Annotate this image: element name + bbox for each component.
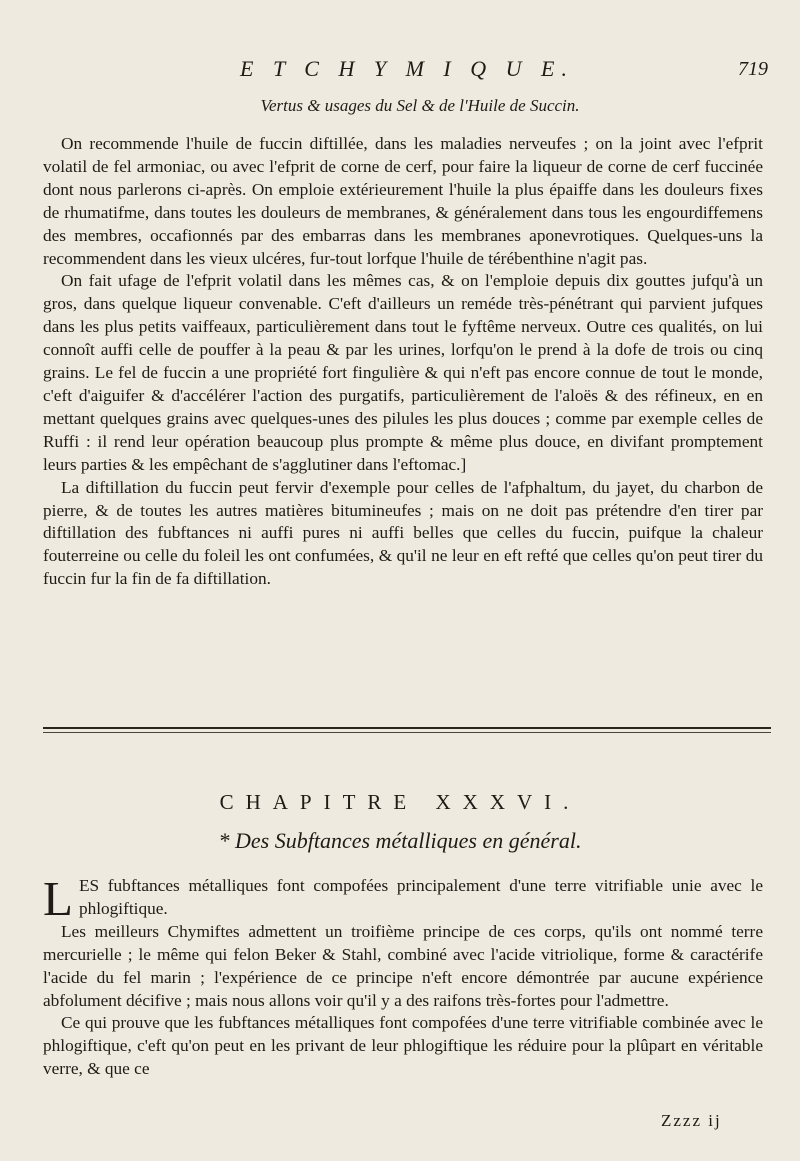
section-subheading: Vertus & usages du Sel & de l'Huile de Succin. — [260, 96, 580, 115]
drop-cap: L — [43, 871, 73, 926]
paragraph: La diftillation du fuccin peut fervir d'exemple pour celles de l'afphaltum, du jayet, du charbon de pierre, & de toutes les autres matières bitumineufes ; mais on ne doit pas prétendre d'en tirer par diftillation des fubftances ni auffi pures ni auffi belles que celles du fuccin, puifque la chaleur fouterreine ou celle du foleil les ont confumées, & qu'il ne leur en eft refté que celles qu'on peut tirer du fuccin fur la fin de fa diftillation. — [43, 477, 763, 589]
page-number: 719 — [738, 58, 768, 80]
chapter-heading: CHAPITRE XXXVI. — [219, 790, 581, 814]
paragraph: On fait ufage de l'efprit volatil dans les mêmes cas, & on l'emploie depuis dix gouttes jufqu'à un gros, dans quelque liqueur convenable. C'eft d'ailleurs un reméde très-pénétrant qui parvient jufques dans les plus petits vaiffeaux, particulièrement dans tout le fyftême nerveux. Outre ces qualités, on lui connoît auffi celle de pouffer à la peau & par les urines, lorfqu'on le prend à la dofe de trois ou cinq grains. Le fel de fuccin a une propriété fort fingulière & qui n'eft pas encore connue de tout le monde, c'eft d'aiguifer & d'accélérer l'action des purgatifs, particulièrement de l'aloës & des réfineux, en en mettant quelques grains avec quelques-unes des pilules les plus douces ; comme par exemple celles de Ruffi : il rend leur opération beaucoup plus prompte & même plus douce, en divifant promptement leurs parties & les empêchant de s'agglutiner dans l'eftomac.] — [43, 271, 763, 474]
section-body — [43, 133, 763, 591]
paragraph — [43, 871, 763, 926]
chapter-body — [43, 871, 763, 1081]
paragraph-text: ES fubftances métalliques font compofées principalement d'une terre vitrifiable unie avec le phlogiftique. — [78, 876, 763, 918]
chapter-subtitle: * Des Subftances métalliques en général. — [218, 828, 582, 853]
paragraph: Les meilleurs Chymiftes admettent un troifième principe de ces corps, qu'ils ont nommé terre mercurielle ; le même qui felon Beker & Stahl, combiné avec l'acide vitriolique, forme & caractérife l'acide du fel marin ; l'expérience de ce principe n'eft encore démontrée par aucune expérience abfolument décifive ; mais nous allons voir qu'il y a des raifons très-fortes pour l'admettre. — [43, 921, 763, 1010]
section-divider — [43, 727, 771, 733]
signature-mark: Zzzz ij — [661, 1111, 722, 1130]
paragraph: Ce qui prouve que les fubftances métalliques font compofées d'une terre vitrifiable combinée avec le phlogiftique, c'eft qu'on peut en les privant de leur phlogiftique les réduire pour la plûpart en véritable verre, & que ce — [43, 1013, 763, 1079]
running-title: E T C H Y M I Q U E. — [240, 56, 574, 81]
paragraph: On recommende l'huile de fuccin diftillée, dans les maladies nerveufes ; on la joint avec l'efprit volatil de fel armoniac, ou avec l'efprit de corne de cerf, pour faire la liqueur de corne de cerf fuccinée dont nous parlerons ci-après. On emploie extérieurement l'huile la plus épaiffe dans les douleurs fixes de rhumatifme, dans toutes les douleurs de membranes, & généralement dans tous les engourdiffemens des membres, occafionnés par des embarras dans les membranes aponevrotiques. Quelques-uns la recommendent dans les vieux ulcéres, fur-tout lorfque l'huile de térébenthine n'agit pas. — [43, 134, 763, 268]
